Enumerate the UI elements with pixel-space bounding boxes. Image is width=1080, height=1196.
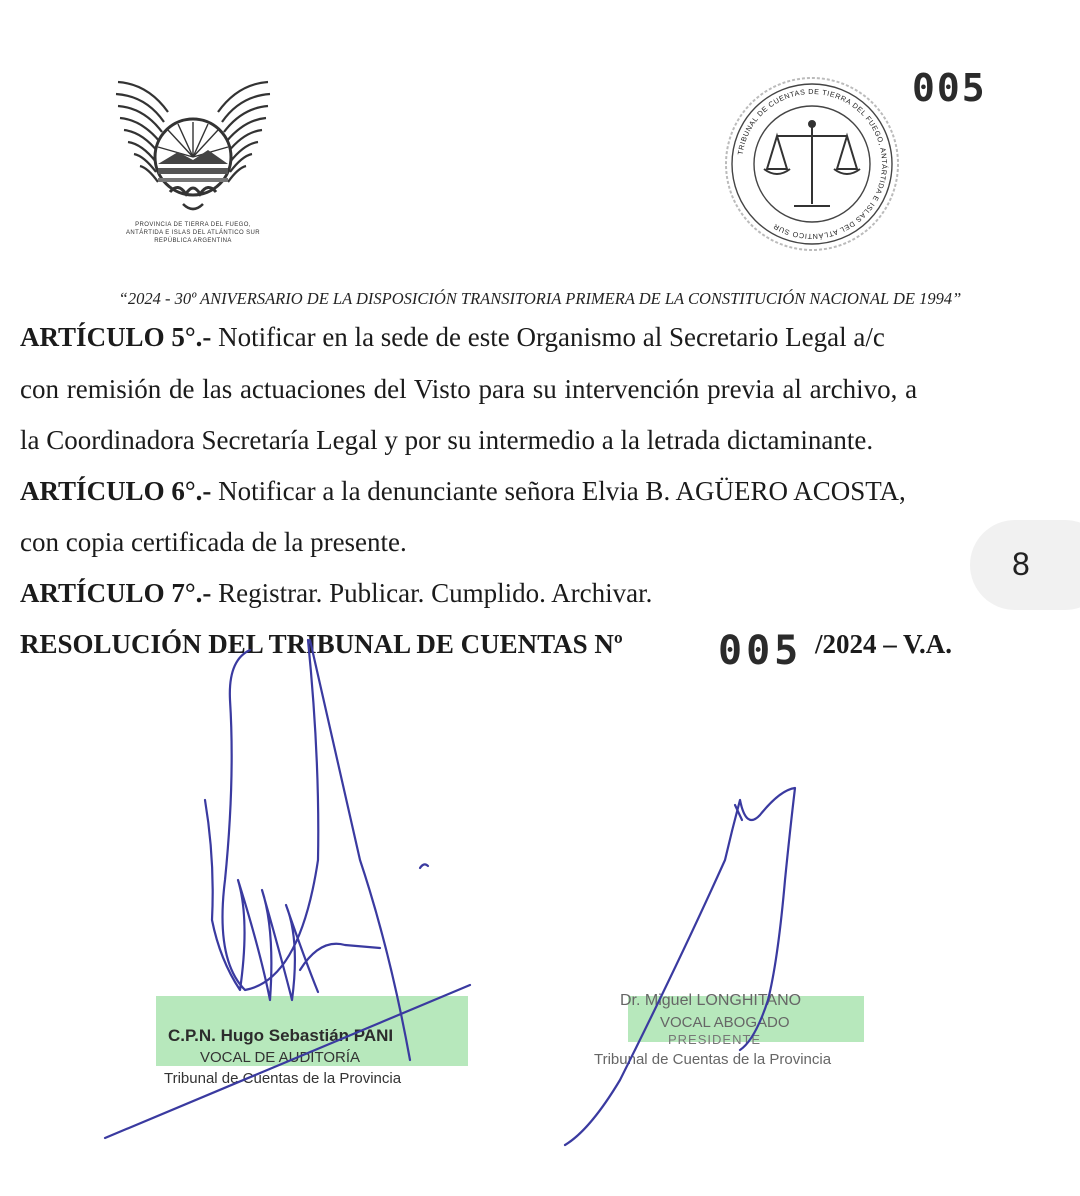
article-5-line-2: con remisión de las actuaciones del Visto para su intervención previa al archivo, a [20, 374, 918, 404]
year-motto: “2024 - 30º ANIVERSARIO DE LA DISPOSICIÓN TRANSITORIA PRIMERA DE LA CONSTITUCIÓN NACIONAL DE 1994” [118, 289, 962, 308]
right-signature-stroke-1 [565, 788, 795, 1145]
article-7-line-1 [20, 576, 1010, 610]
page-number: 8 [1012, 546, 1030, 582]
left-signature-stroke-1 [223, 640, 319, 990]
signer-left-title: VOCAL DE AUDITORÍA [200, 1049, 361, 1066]
article-5-text-1: Notificar en la sede de este Organismo al Secretario Legal a/c [211, 322, 885, 352]
left-signature-stroke-3 [300, 944, 380, 970]
right-signature-stroke-2 [735, 805, 742, 820]
article-6-label: ARTÍCULO 6°.- [20, 476, 212, 506]
left-signature-stroke-2 [205, 800, 318, 1000]
article-6-text-1: Notificar a la denunciante señora Elvia B. AGÜERO ACOSTA, [211, 476, 906, 506]
resolution-suffix [815, 627, 1015, 661]
article-5-label: ARTÍCULO 5°.- [20, 322, 212, 352]
left-signature-stroke-6 [420, 864, 428, 868]
seal-text: TRIBUNAL DE CUENTAS DE TIERRA DEL FUEGO, ANTÁRTIDA E ISLAS DEL ATLÁNTICO SUR [735, 86, 890, 242]
highlight-left-1 [156, 996, 468, 1026]
article-5-line-1 [20, 320, 1010, 354]
emblem-caption-line-3: REPÚBLICA ARGENTINA [154, 238, 232, 244]
resolution-label: RESOLUCIÓN DEL TRIBUNAL DE CUENTAS Nº [20, 629, 623, 659]
scales-of-justice-icon [722, 74, 902, 254]
signer-right-title: VOCAL ABOGADO [660, 1014, 790, 1031]
stamp-number: 005 [912, 66, 987, 110]
signer-right-name: Dr. Miguel LONGHITANO [620, 992, 802, 1009]
province-emblem [108, 72, 278, 247]
signer-left-name: C.P.N. Hugo Sebastián PANI [168, 1026, 394, 1045]
resolution-number-stamp: 005 [718, 628, 803, 674]
emblem-caption-line-2: ANTÁRTIDA E ISLAS DEL ATLÁNTICO SUR [126, 230, 260, 236]
signer-left-org: Tribunal de Cuentas de la Provincia [164, 1070, 402, 1087]
article-6-line-1 [20, 474, 1010, 508]
coat-of-arms-icon [108, 72, 278, 222]
signer-right-role: PRESIDENTE [668, 1032, 762, 1047]
article-7-label: ARTÍCULO 7°.- [20, 578, 212, 608]
tribunal-seal [722, 74, 902, 254]
signer-right-org: Tribunal de Cuentas de la Provincia [594, 1051, 832, 1068]
article-7-text-1: Registrar. Publicar. Cumplido. Archivar. [211, 578, 653, 608]
resolution-suffix-text: /2024 – V.A. [815, 629, 953, 659]
article-5-line-3: la Coordinadora Secretaría Legal y por su intermedio a la letrada dictaminante. [20, 425, 874, 455]
emblem-caption-line-1: PROVINCIA DE TIERRA DEL FUEGO, [135, 222, 251, 228]
article-6-line-2: con copia certificada de la presente. [20, 527, 407, 557]
